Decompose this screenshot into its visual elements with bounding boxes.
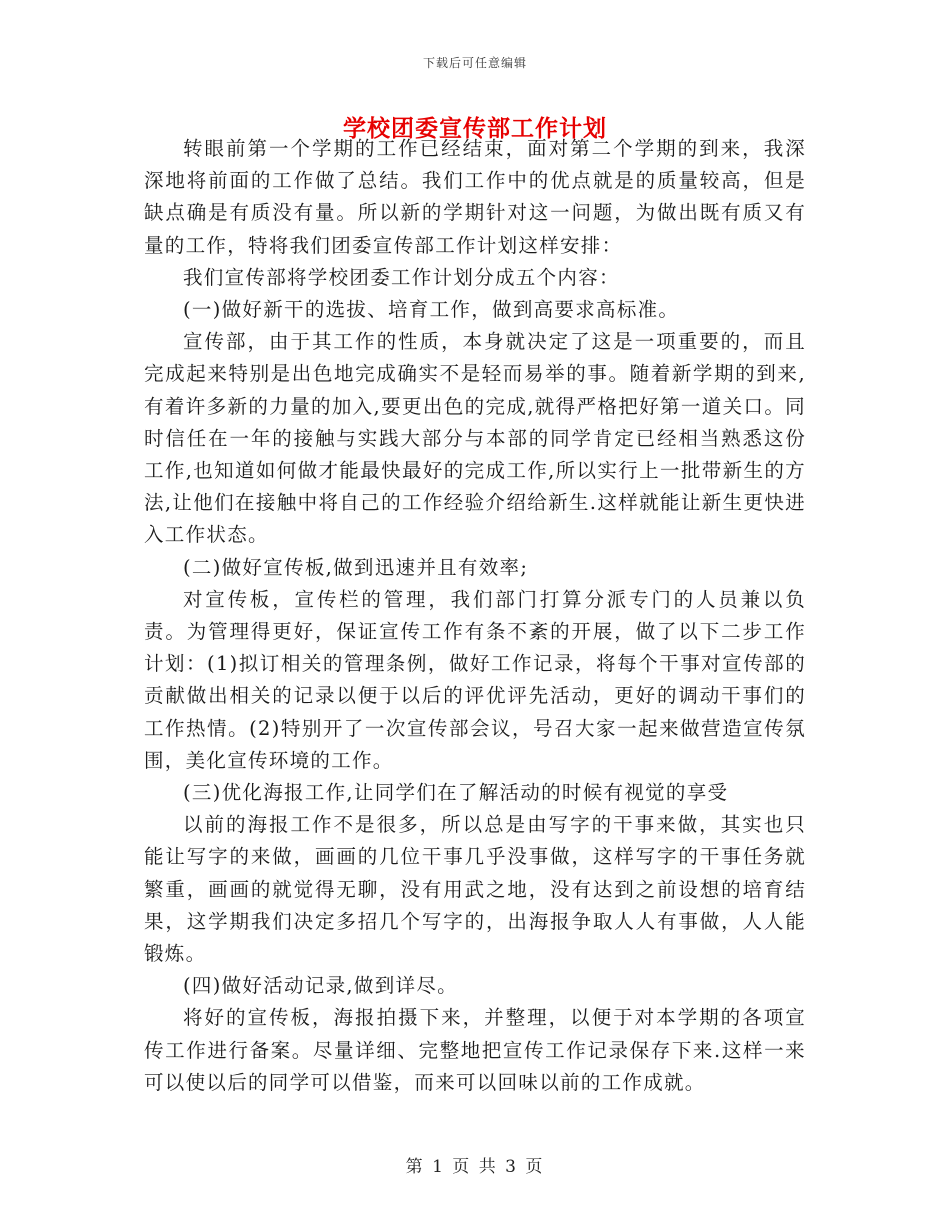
section-body-3: 以前的海报工作不是很多，所以总是由写字的干事来做，其实也只能让写字的来做，画画的几位干事几乎没事做，这样写字的干事任务就繁重，画画的就觉得无聊，没有用武之地，没有达到之前设想的培育结果，这学期我们决定多招几个写字的，出海报争取人人有事做，人人能锻炼。 xyxy=(144,813,806,966)
document-body xyxy=(144,133,806,1099)
section-body-4: 将好的宣传板，海报拍摄下来，并整理，以便于对本学期的各项宣传工作进行备案。尽量详细、完整地把宣传工作记录保存下来.这样一来可以使以后的同学可以借鉴，而来可以回味以前的工作成就。 xyxy=(144,1006,806,1094)
section-heading-1: (一)做好新干的选拔、培育工作，做到高要求高标准。 xyxy=(183,298,680,322)
section-body-1: 宣传部，由于其工作的性质，本身就决定了这是一项重要的，而且完成起来特别是出色地完成确实不是轻而易举的事。随着新学期的到来,有着许多新的力量的加入,要更出色的完成,就得严格把好第一道关口。同时信任在一年的接触与实践大部分与本部的同学肯定已经相当熟悉这份工作,也知道如何做才能最快最好的完成工作,所以实行上一批带新生的方法,让他们在接触中将自己的工作经验介绍给新生.这样就能让新生更快进入工作状态。 xyxy=(144,330,806,547)
section-heading-3: (三)优化海报工作,让同学们在了解活动的时候有视觉的享受 xyxy=(183,781,729,805)
page-header-note: 下载后可任意编辑 xyxy=(422,56,527,70)
document-title: 学校团委宣传部工作计划 xyxy=(343,115,607,142)
paragraph-intro: 转眼前第一个学期的工作已经结束，面对第二个学期的到来，我深深地将前面的工作做了总结。我们工作中的优点就是的质量较高，但是缺点确是有质没有量。所以新的学期针对这一问题，为做出既有质又有量的工作，特将我们团委宣传部工作计划这样安排： xyxy=(144,137,806,257)
section-body-2: 对宣传板，宣传栏的管理，我们部门打算分派专门的人员兼以负责。为管理得更好，保证宣传工作有条不紊的开展，做了以下二步工作计划：(1)拟订相关的管理条例，做好工作记录，将每个干事对宣传部的贡献做出相关的记录以便于以后的评优评先活动，更好的调动干事们的工作热情。(2)特别开了一次宣传部会议，号召大家一起来做营造宣传氛围，美化宣传环境的工作。 xyxy=(144,587,806,772)
page-number-footer: 第 1 页 共 3 页 xyxy=(405,1157,545,1177)
section-heading-4: (四)做好活动记录,做到详尽。 xyxy=(183,974,458,998)
paragraph-overview: 我们宣传部将学校团委工作计划分成五个内容： xyxy=(183,265,620,289)
section-heading-2: (二)做好宣传板,做到迅速并且有效率; xyxy=(183,555,529,579)
